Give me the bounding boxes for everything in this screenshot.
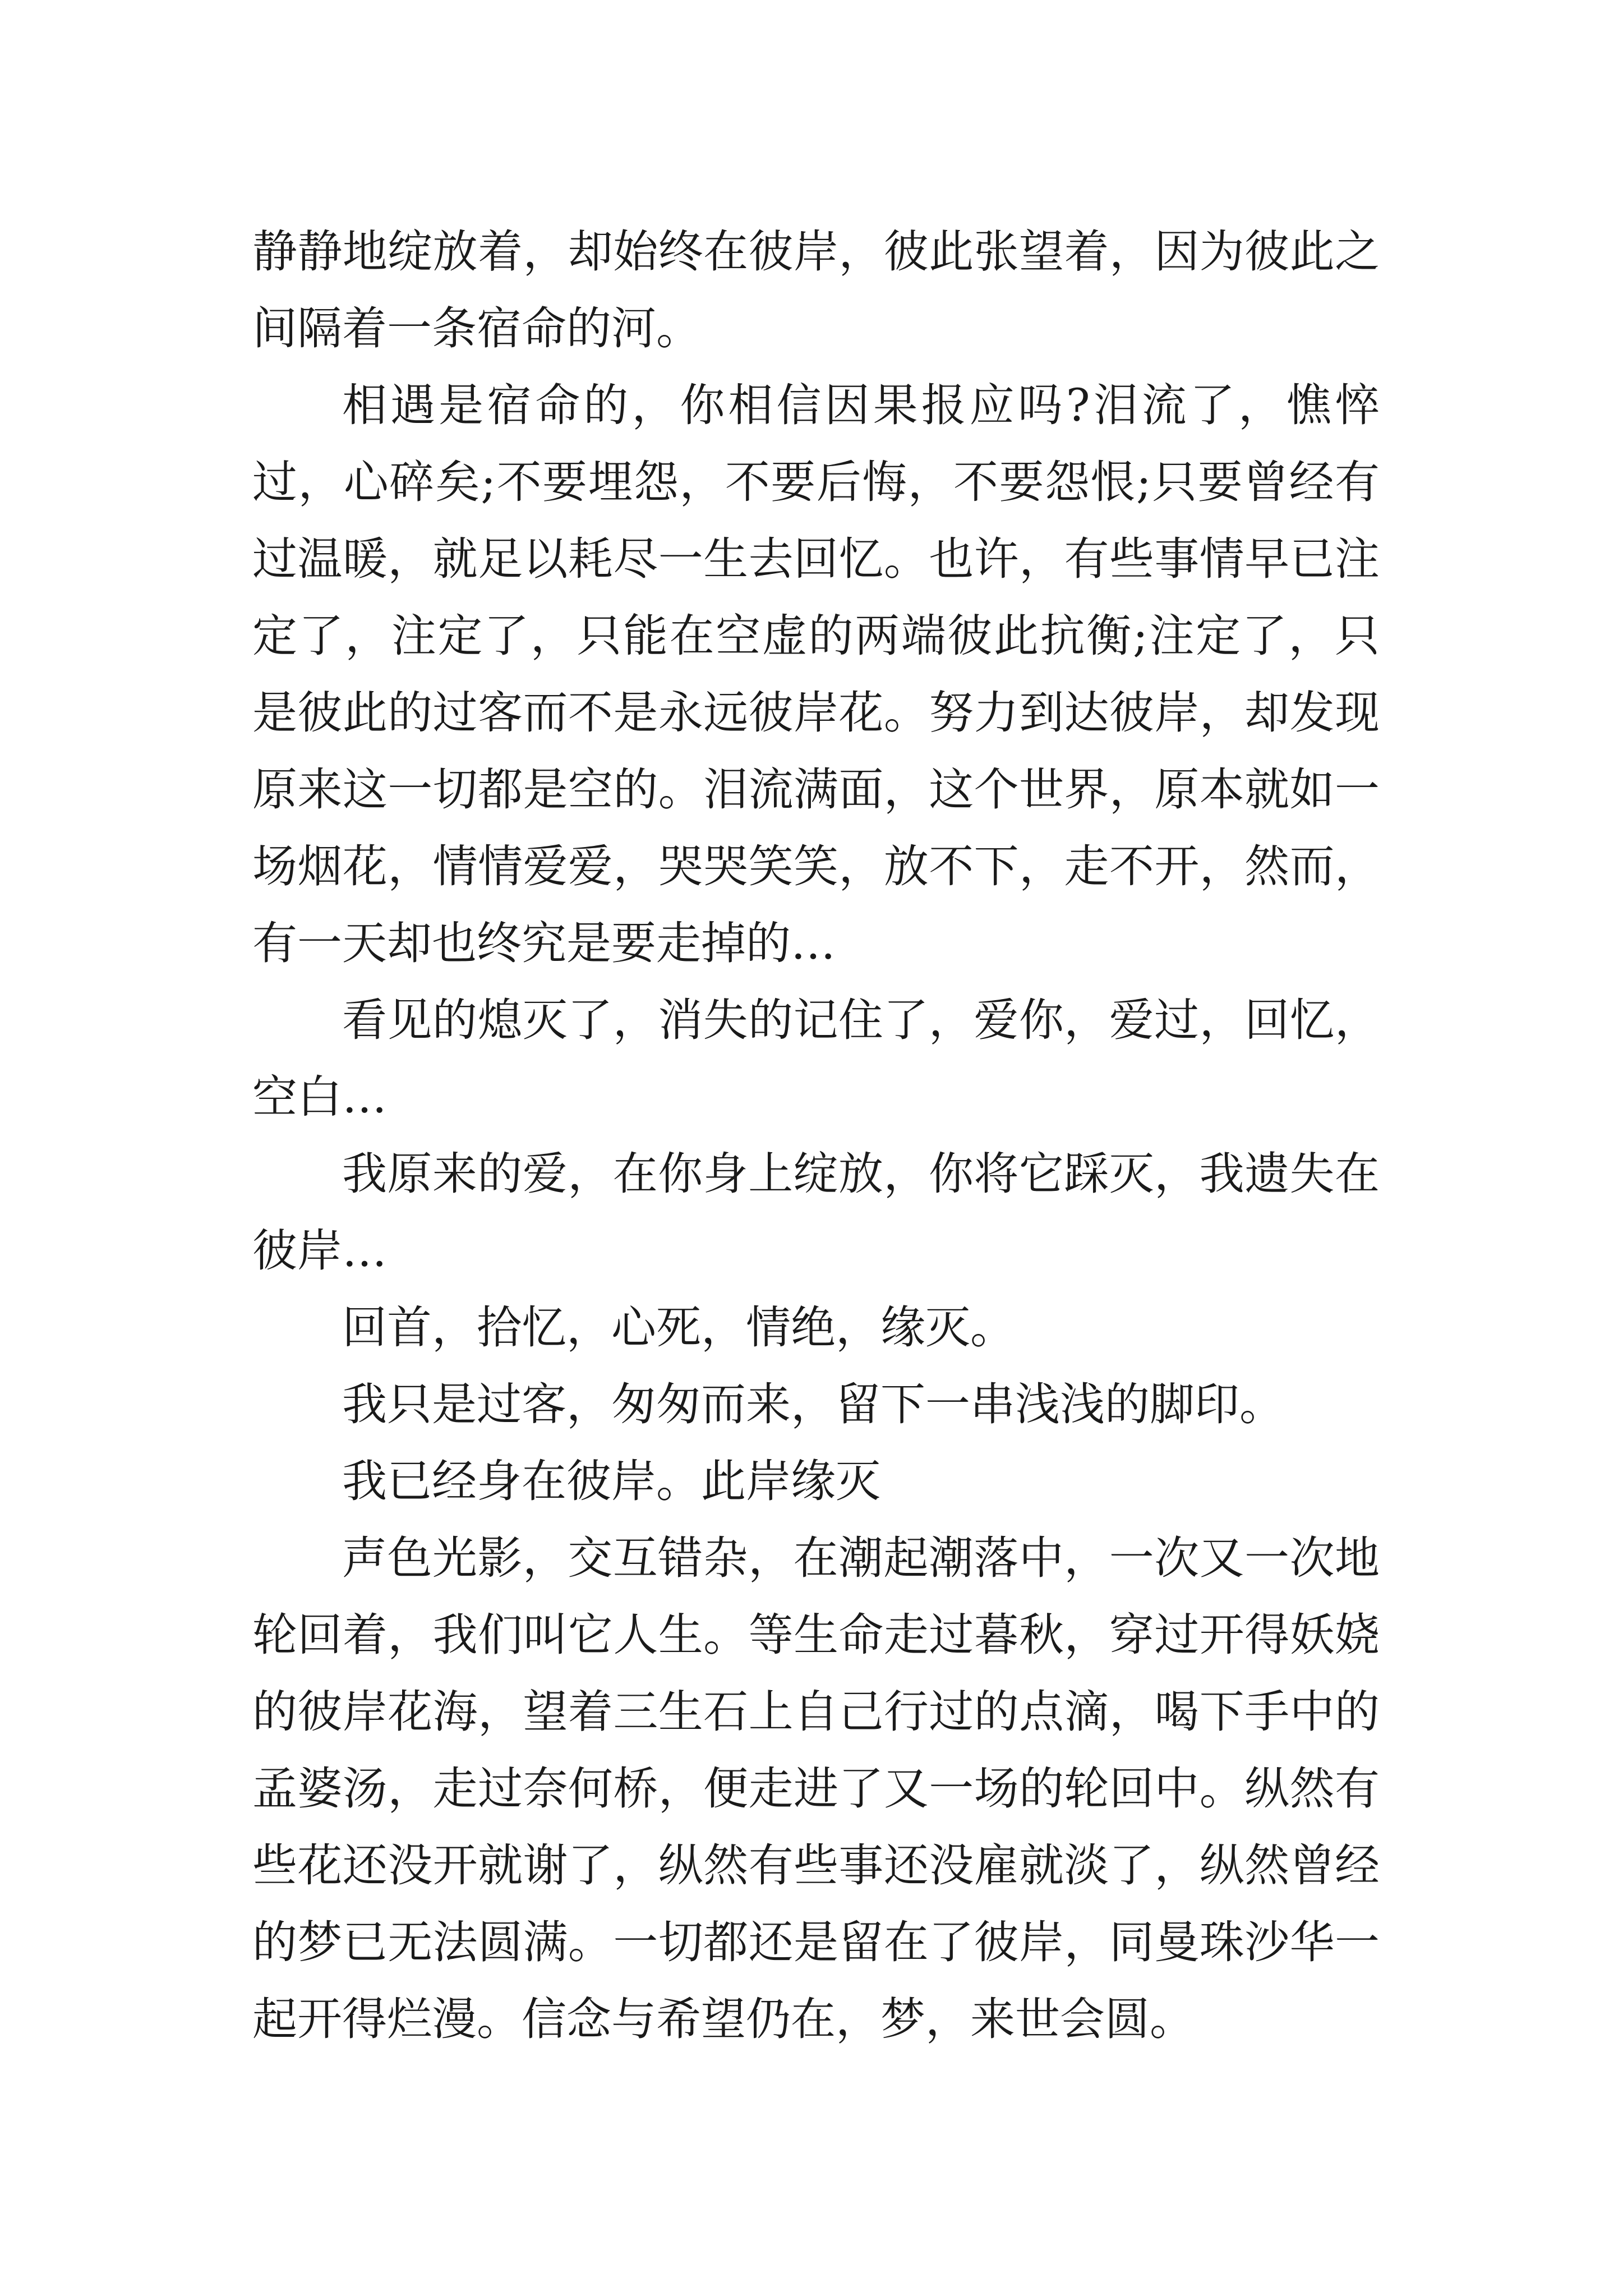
paragraph-2: 相遇是宿命的，你相信因果报应吗?泪流了，憔悴过，心碎矣;不要埋怨，不要后悔，不要怨恨;只要曾经有过温暖，就足以耗尽一生去回忆。也许，有些事情早已注定了，注定了，只能在空虚的两端彼此抗衡;注定了，只是彼此的过客而不是永远彼岸花。努力到达彼岸，却发现原来这一切都是空的。泪流满面，这个世界，原本就如一场烟花，情情爱爱，哭哭笑笑，放不下，走不开，然而，有一天却也终究是要走掉的…: [252, 379, 1380, 969]
paragraph-1: 静静地绽放着，却始终在彼岸，彼此张望着，因为彼此之间隔着一条宿命的河。: [252, 226, 1380, 355]
body-text: [252, 213, 1380, 2058]
paragraph-5: 回首，拾忆，心死，情绝，缘灭。: [342, 1301, 1015, 1354]
paragraph-6: 我只是过客，匆匆而来，留下一串浅浅的脚印。: [342, 1378, 1284, 1430]
paragraph-8: 声色光影，交互错杂，在潮起潮落中，一次又一次地轮回着，我们叫它人生。等生命走过暮秋，穿过开得妖娆的彼岸花海，望着三生石上自己行过的点滴，喝下手中的孟婆汤，走过奈何桥，便走进了又一场的轮回中。纵然有些花还没开就谢了，纵然有些事还没雇就淡了，纵然曾经的梦已无法圆满。一切都还是留在了彼岸，同曼珠沙华一起开得烂漫。信念与希望仍在，梦，来世会圆。: [252, 1532, 1380, 2045]
paragraph-7: 我已经身在彼岸。此岸缘灭: [342, 1455, 880, 1507]
paragraph-4: 我原来的爱，在你身上绽放，你将它踩灭，我遗失在彼岸…: [252, 1148, 1380, 1277]
paragraph-3: 看见的熄灭了，消失的记住了，爱你，爱过，回忆，空白…: [252, 994, 1380, 1123]
